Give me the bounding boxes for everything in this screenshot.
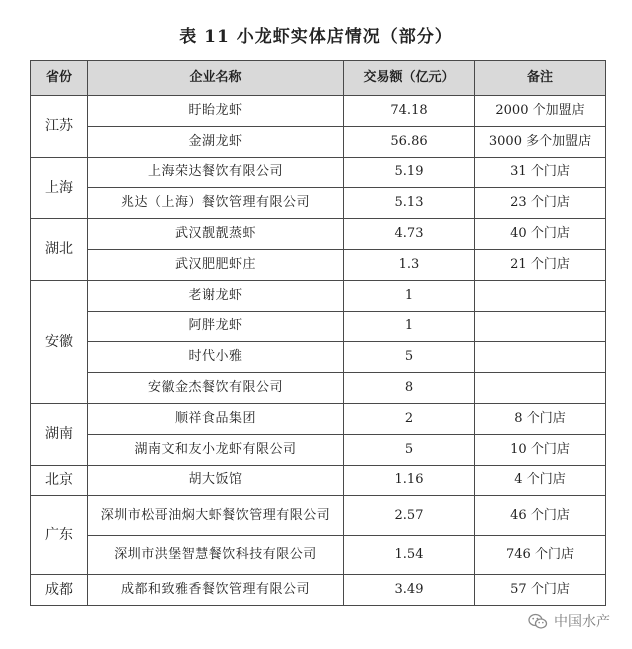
note-cell bbox=[475, 311, 606, 342]
company-cell: 阿胖龙虾 bbox=[88, 311, 344, 342]
table-row bbox=[31, 535, 606, 575]
table-row bbox=[31, 157, 606, 188]
company-cell: 上海荣达餐饮有限公司 bbox=[88, 157, 344, 188]
note-cell bbox=[475, 342, 606, 373]
table-title: 表 11 小龙虾实体店情况（部分） bbox=[179, 27, 453, 47]
note-cell: 746 个门店 bbox=[475, 535, 606, 575]
amount-cell: 1.54 bbox=[344, 535, 475, 575]
note-cell: 40 个门店 bbox=[475, 219, 606, 250]
amount-cell: 5.19 bbox=[344, 157, 475, 188]
table-row bbox=[31, 342, 606, 373]
company-cell: 武汉靓靓蒸虾 bbox=[88, 219, 344, 250]
note-cell: 31 个门店 bbox=[475, 157, 606, 188]
company-cell: 武汉肥肥虾庄 bbox=[88, 249, 344, 280]
province-cell: 成都 bbox=[31, 575, 88, 606]
company-cell: 湖南文和友小龙虾有限公司 bbox=[88, 434, 344, 465]
header-amount: 交易额（亿元） bbox=[344, 61, 475, 96]
province-cell: 广东 bbox=[31, 496, 88, 575]
amount-cell: 4.73 bbox=[344, 219, 475, 250]
company-cell: 兆达（上海）餐饮管理有限公司 bbox=[88, 188, 344, 219]
table-row bbox=[31, 126, 606, 157]
note-cell: 10 个门店 bbox=[475, 434, 606, 465]
note-cell bbox=[475, 373, 606, 404]
amount-cell: 5 bbox=[344, 434, 475, 465]
amount-cell: 2.57 bbox=[344, 496, 475, 536]
province-cell: 安徽 bbox=[31, 280, 88, 403]
amount-cell: 8 bbox=[344, 373, 475, 404]
header-province: 省份 bbox=[31, 61, 88, 96]
province-cell: 湖南 bbox=[31, 403, 88, 465]
company-cell: 成都和致雅香餐饮管理有限公司 bbox=[88, 575, 344, 606]
amount-cell: 1 bbox=[344, 311, 475, 342]
note-cell: 23 个门店 bbox=[475, 188, 606, 219]
company-cell: 老谢龙虾 bbox=[88, 280, 344, 311]
province-cell: 上海 bbox=[31, 157, 88, 219]
company-cell: 安徽金杰餐饮有限公司 bbox=[88, 373, 344, 404]
amount-cell: 1.16 bbox=[344, 465, 475, 496]
table-row bbox=[31, 434, 606, 465]
amount-cell: 3.49 bbox=[344, 575, 475, 606]
header-company: 企业名称 bbox=[88, 61, 344, 96]
amount-cell: 1 bbox=[344, 280, 475, 311]
header-row bbox=[31, 61, 606, 96]
company-cell: 盱眙龙虾 bbox=[88, 96, 344, 127]
table-row bbox=[31, 465, 606, 496]
table-row bbox=[31, 575, 606, 606]
company-cell: 深圳市洪堡智慧餐饮科技有限公司 bbox=[88, 535, 344, 575]
amount-cell: 5 bbox=[344, 342, 475, 373]
amount-cell: 5.13 bbox=[344, 188, 475, 219]
note-cell: 21 个门店 bbox=[475, 249, 606, 280]
watermark bbox=[528, 611, 610, 631]
table-row bbox=[31, 96, 606, 127]
watermark-text: 中国水产 bbox=[554, 614, 610, 630]
table-row bbox=[31, 403, 606, 434]
note-cell: 4 个门店 bbox=[475, 465, 606, 496]
note-cell: 46 个门店 bbox=[475, 496, 606, 536]
table-row bbox=[31, 311, 606, 342]
store-table bbox=[30, 60, 606, 606]
note-cell: 8 个门店 bbox=[475, 403, 606, 434]
company-cell: 时代小雅 bbox=[88, 342, 344, 373]
table-row bbox=[31, 219, 606, 250]
wechat-icon bbox=[528, 613, 548, 630]
header-note: 备注 bbox=[475, 61, 606, 96]
company-cell: 顺祥食品集团 bbox=[88, 403, 344, 434]
table-row bbox=[31, 373, 606, 404]
note-cell: 2000 个加盟店 bbox=[475, 96, 606, 127]
amount-cell: 2 bbox=[344, 403, 475, 434]
amount-cell: 1.3 bbox=[344, 249, 475, 280]
table-row bbox=[31, 496, 606, 536]
table-row bbox=[31, 249, 606, 280]
province-cell: 江苏 bbox=[31, 96, 88, 158]
province-cell: 北京 bbox=[31, 465, 88, 496]
note-cell: 57 个门店 bbox=[475, 575, 606, 606]
note-cell bbox=[475, 280, 606, 311]
province-cell: 湖北 bbox=[31, 219, 88, 281]
amount-cell: 56.86 bbox=[344, 126, 475, 157]
table-row bbox=[31, 280, 606, 311]
company-cell: 深圳市松哥油焖大虾餐饮管理有限公司 bbox=[88, 496, 344, 536]
note-cell: 3000 多个加盟店 bbox=[475, 126, 606, 157]
company-cell: 金湖龙虾 bbox=[88, 126, 344, 157]
company-cell: 胡大饭馆 bbox=[88, 465, 344, 496]
table-row bbox=[31, 188, 606, 219]
amount-cell: 74.18 bbox=[344, 96, 475, 127]
